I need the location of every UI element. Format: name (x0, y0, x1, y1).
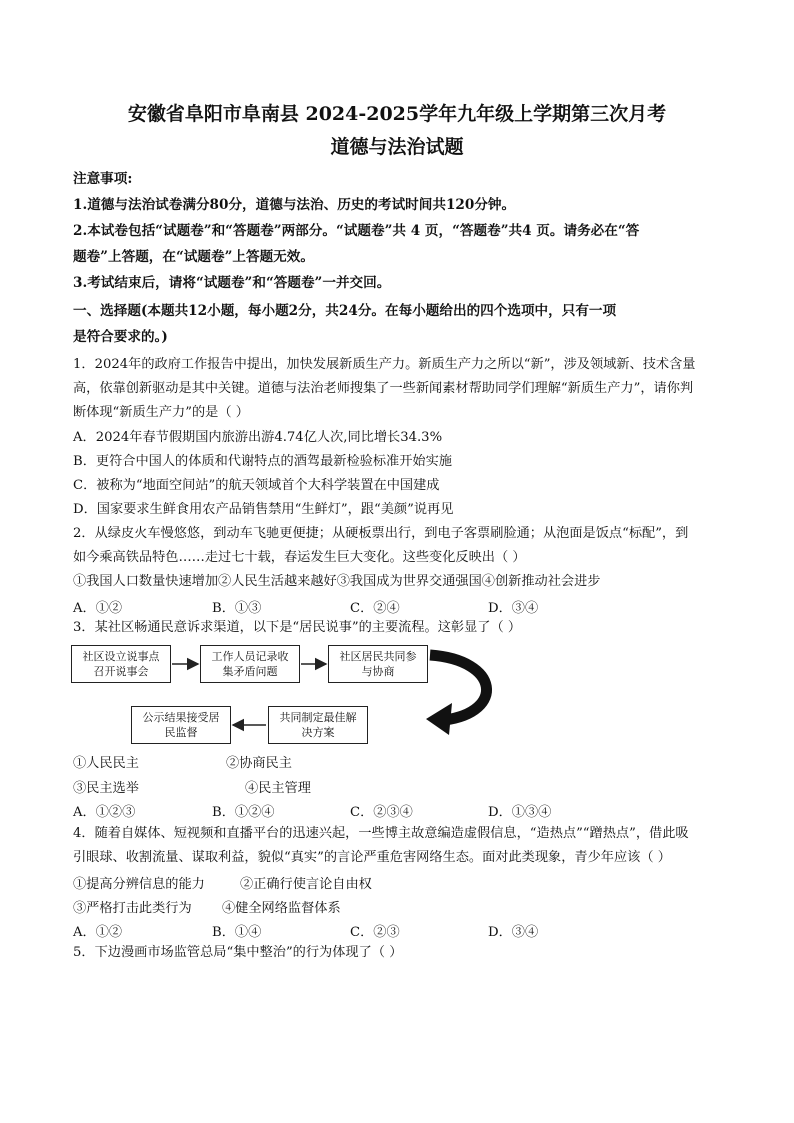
q3-option-c: C．②③④ (350, 805, 413, 820)
q3-option-a: A．①②③ (73, 805, 136, 820)
flow-step-5-text-a: 公示结果接受居 (142, 711, 220, 724)
flow-step-1-text-b: 召开说事会 (93, 665, 149, 678)
flow-step-4-text-a: 共同制定最佳解 (279, 711, 357, 724)
flow-curved-arrow-head (426, 703, 452, 735)
flow-step-2-text-a: 工作人员记录收 (211, 650, 289, 663)
flow-step-2-text-b: 集矛盾问题 (222, 665, 278, 678)
q4-statement-1: ①提高分辨信息的能力 (73, 877, 205, 892)
q2-stem-line1: 2．从绿皮火车慢悠悠，到动车飞驰更便捷；从硬板票出行，到电子客票刷脸通；从泡面是饭点“标配”，到 (73, 526, 689, 541)
notice-item-2a: 2.本试卷包括“试题卷”和“答题卷”两部分。“试题卷”共 4 页，“答题卷”共4 页。请务必在“答 (73, 223, 640, 239)
notice-item-2b: 题卷”上答题，在“试题卷”上答题无效。 (73, 249, 314, 265)
q2-option-a: A．①② (73, 601, 123, 616)
q2-stem-line2: 如今乘高铁品特色……走过七十载，春运发生巨大变化。这些变化反映出（ ） (73, 550, 526, 565)
q2-option-b: B．①③ (212, 601, 262, 616)
q1-stem-line1: 1．2024年的政府工作报告中提出，加快发展新质生产力。新质生产力之所以“新”，涉及领域新、技术含量 (73, 357, 696, 372)
exam-subtitle: 道德与法治试题 (330, 136, 464, 158)
notice-item-3: 3.考试结束后，请将“试题卷”和“答题卷”一并交回。 (73, 275, 391, 291)
q3-option-d: D．①③④ (488, 805, 552, 820)
notice-heading: 注意事项: (73, 171, 133, 187)
q2-option-c: C．②④ (350, 601, 400, 616)
q4-statement-2: ②正确行使言论自由权 (240, 877, 372, 892)
q4-option-a: A．①② (73, 925, 123, 940)
q4-option-c: C．②③ (350, 925, 400, 940)
q4-option-d: D．③④ (488, 925, 539, 940)
flow-step-1-text-a: 社区设立说事点 (82, 650, 160, 663)
q1-option-a: A．2024年春节假期国内旅游出游4.74亿人次,同比增长34.3% (73, 430, 443, 445)
q1-option-b: B．更符合中国人的体质和代谢特点的酒驾最新检验标准开始实施 (73, 454, 452, 469)
q4-option-b: B．①④ (212, 925, 262, 940)
flow-step-3-text-b: 与协商 (361, 665, 395, 678)
q1-option-d: D．国家要求生鲜食用农产品销售禁用“生鲜灯”，跟“美颜”说再见 (73, 502, 454, 517)
q3-statement-2: ②协商民主 (226, 756, 292, 771)
section-heading-line1: 一、选择题(本题共12小题，每小题2分，共24分。在每小题给出的四个选项中，只有一项 (73, 303, 617, 319)
flow-step-4-text-b: 决方案 (301, 726, 335, 739)
q5-stem: 5．下边漫画市场监管总局“集中整治”的行为体现了（ ） (73, 945, 403, 960)
q2-statements: ①我国人口数量快速增加②人民生活越来越好③我国成为世界交通强国④创新推动社会进步 (73, 574, 601, 589)
q3-option-b: B．①②④ (212, 805, 275, 820)
notice-item-1: 1.道德与法治试卷满分80分，道德与法治、历史的考试时间共120分钟。 (73, 197, 516, 213)
q3-statement-3: ③民主选举 (73, 781, 139, 796)
flow-curved-arrow-body (430, 655, 487, 720)
flow-step-5-text-b: 民监督 (164, 726, 198, 739)
q4-stem-line1: 4．随着自媒体、短视频和直播平台的迅速兴起，一些博主故意编造虚假信息，“造热点”“蹭热点”，借此吸 (73, 826, 689, 841)
q3-statement-1: ①人民民主 (73, 756, 139, 771)
q2-option-d: D．③④ (488, 601, 539, 616)
flow-step-3-text-a: 社区居民共同参 (339, 650, 417, 663)
q4-statement-3: ③严格打击此类行为 (73, 901, 192, 916)
q3-statement-4: ④民主管理 (245, 781, 311, 796)
q4-stem-line2: 引眼球、收割流量、谋取利益，貌似“真实”的言论严重危害网络生态。面对此类现象，青少年应该（ ） (73, 850, 671, 865)
q1-stem-line2: 高，依靠创新驱动是其中关键。道德与法治老师搜集了一些新闻素材帮助同学们理解“新质生产力”，请你判 (73, 381, 694, 396)
section-heading-line2: 是符合要求的。) (73, 329, 168, 345)
q1-stem-line3: 断体现“新质生产力”的是（ ） (73, 405, 249, 420)
q1-option-c: C．被称为“地面空间站”的航天领域首个大科学装置在中国建成 (73, 478, 440, 493)
exam-title: 安徽省阜阳市阜南县 2024-2025学年九年级上学期第三次月考 (127, 103, 667, 125)
q3-stem: 3．某社区畅通民意诉求渠道，以下是“居民说事”的主要流程。这彰显了（ ） (73, 620, 522, 635)
q4-statement-4: ④健全网络监督体系 (222, 901, 341, 916)
